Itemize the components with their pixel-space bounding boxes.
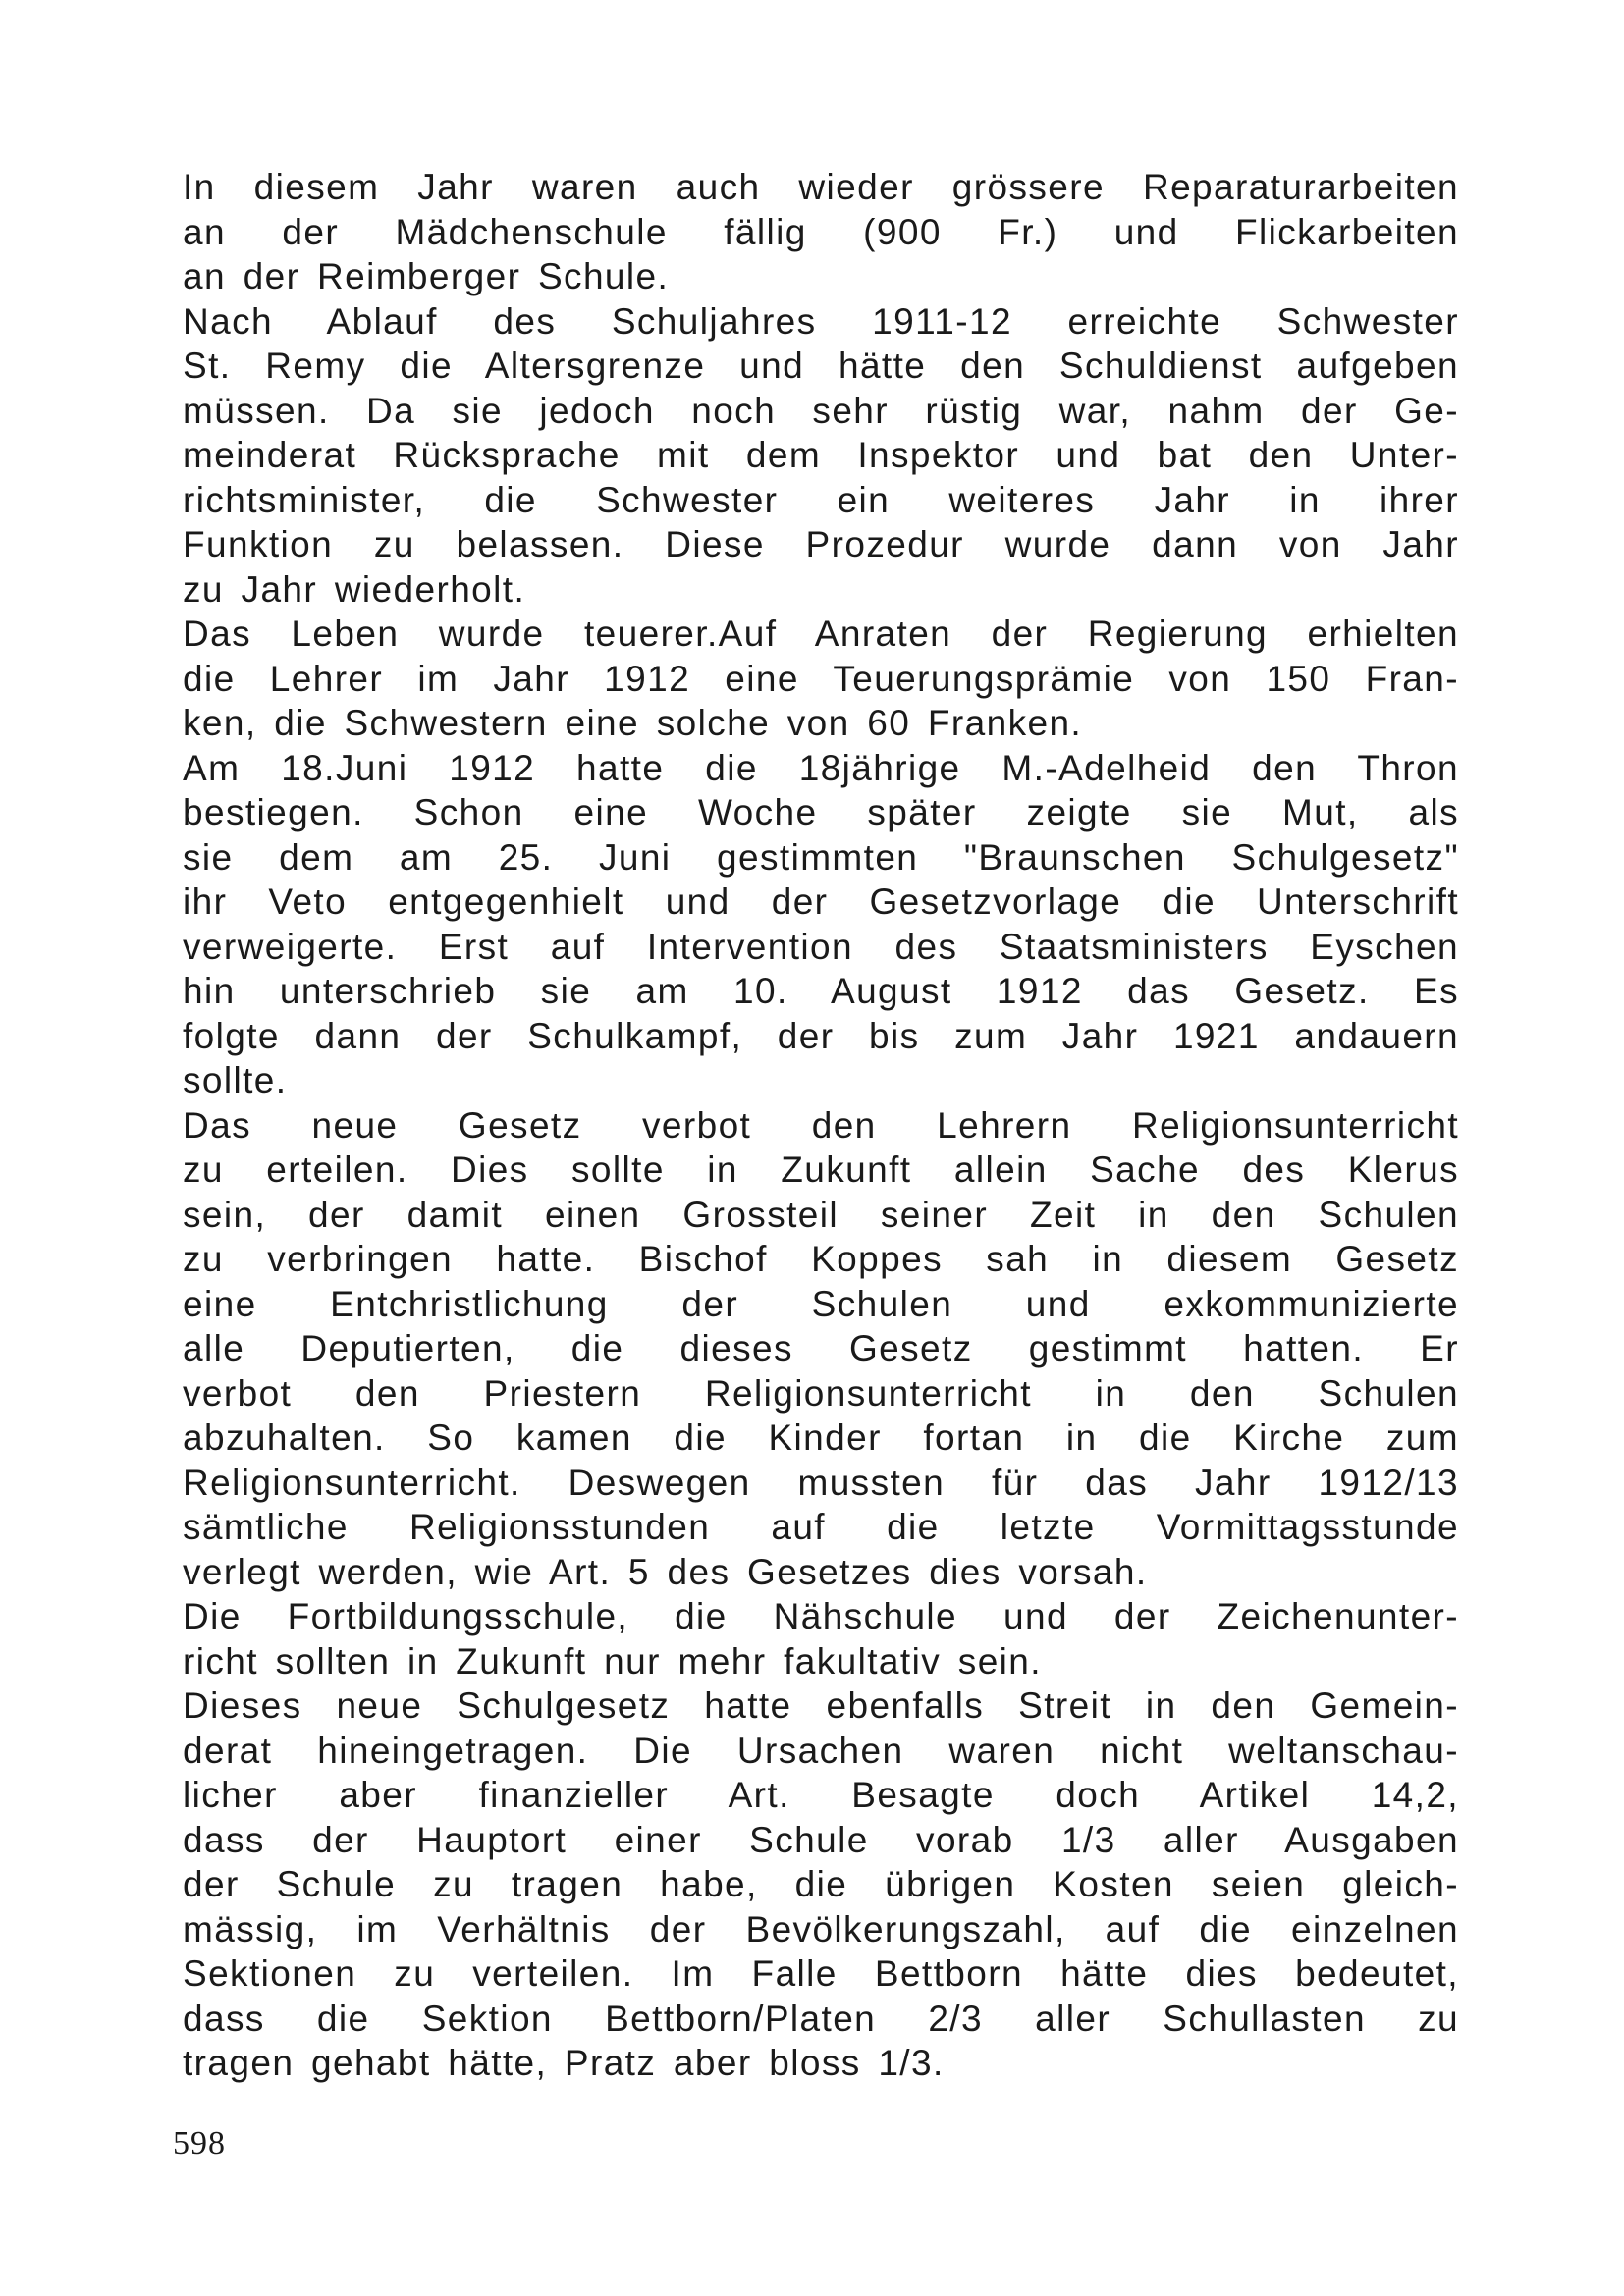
text-line: Das neue Gesetz verbot den Lehrern Religionsunterricht [183,1104,1459,1146]
text-line: ken, die Schwestern eine solche von 60 Franken. [183,703,1083,743]
paragraph [183,1594,1459,1683]
text-line: meinderat Rücksprache mit dem Inspektor und bat den Unter- [183,435,1459,475]
text-line: der Schule zu tragen habe, die übrigen Kosten seien gleich- [183,1864,1459,1904]
text-line: Nach Ablauf des Schuljahres 1911-12 erreichte Schwester [183,300,1459,342]
text-line: tragen gehabt hätte, Pratz aber bloss 1/3. [183,2043,945,2083]
page-body [183,165,1459,2086]
page-number: 598 [173,2125,226,2162]
text-line: zu Jahr wiederholt. [183,568,526,610]
text-line: sein, der damit einen Grossteil seiner Zeit in den Schulen [183,1194,1459,1235]
text-line: verbot den Priestern Religionsunterricht in den Schulen [183,1372,1459,1414]
text-line: St. Remy die Altersgrenze und hätte den Schuldienst aufgeben [183,346,1459,386]
text-line: Am 18.Juni 1912 hatte die 18jährige M.-Adelheid den Thron [183,747,1459,788]
text-line: Sektionen zu verteilen. Im Falle Bettborn hätte dies bedeutet, [183,1953,1459,1994]
text-line: licher aber finanzieller Art. Besagte doch Artikel 14,2, [183,1775,1459,1815]
text-line: In diesem Jahr waren auch wieder grössere Reparaturarbeiten [183,167,1459,207]
text-line: Das Leben wurde teuerer.Auf Anraten der Regierung erhielten [183,614,1459,654]
paragraph [183,1683,1459,2086]
paragraph [183,1103,1459,1595]
text-line: derat hineingetragen. Die Ursachen waren nicht weltanschau- [183,1730,1459,1771]
text-line: an der Mädchenschule fällig (900 Fr.) und Flickarbeiten [183,211,1459,252]
text-line: zu verbringen hatte. Bischof Koppes sah in diesem Gesetz [183,1239,1459,1279]
text-line: sämtliche Religionsstunden auf die letzte Vormittagsstunde [183,1507,1459,1547]
text-line: richtsminister, die Schwester ein weiteres Jahr in ihrer [183,479,1459,520]
text-line: Dieses neue Schulgesetz hatte ebenfalls Streit in den Gemein- [183,1685,1459,1726]
text-line: Die Fortbildungsschule, die Nähschule und der Zeichenunter- [183,1596,1459,1636]
paragraph [183,165,1459,299]
text-line: eine Entchristlichung der Schulen und exkommunizierte [183,1283,1459,1324]
text-line: zu erteilen. Dies sollte in Zukunft allein Sache des Klerus [183,1149,1459,1190]
text-line: die Lehrer im Jahr 1912 eine Teuerungsprämie von 150 Fran- [183,658,1459,699]
text-line: dass der Hauptort einer Schule vorab 1/3 aller Ausgaben [183,1819,1459,1860]
text-line: alle Deputierten, die dieses Gesetz gestimmt hatten. Er [183,1328,1459,1368]
text-line: bestiegen. Schon eine Woche später zeigte sie Mut, als [183,792,1459,832]
text-line: müssen. Da sie jedoch noch sehr rüstig war, nahm der Ge- [183,390,1459,431]
text-line: verlegt werden, wie Art. 5 des Gesetzes dies vorsah. [183,1551,1148,1592]
text-line: Religionsunterricht. Deswegen mussten für das Jahr 1912/13 [183,1462,1459,1503]
text-line: mässig, im Verhältnis der Bevölkerungszahl, auf die einzelnen [183,1908,1459,1949]
text-line: richt sollten in Zukunft nur mehr fakultativ sein. [183,1640,1042,1682]
text-line: folgte dann der Schulkampf, der bis zum Jahr 1921 andauern [183,1015,1459,1056]
text-line: Funktion zu belassen. Diese Prozedur wurde dann von Jahr [183,524,1459,564]
paragraph [183,746,1459,1103]
text-line: sie dem am 25. Juni gestimmten "Braunschen Schulgesetz" [183,836,1459,878]
paragraph [183,299,1459,613]
text-line: abzuhalten. So kamen die Kinder fortan in die Kirche zum [183,1417,1459,1458]
text-line: an der Reimberger Schule. [183,256,670,296]
text-line: sollte. [183,1060,288,1100]
text-line: hin unterschrieb sie am 10. August 1912 das Gesetz. Es [183,971,1459,1011]
paragraph [183,612,1459,746]
text-line: verweigerte. Erst auf Intervention des Staatsministers Eyschen [183,926,1459,967]
text-line: dass die Sektion Bettborn/Platen 2/3 aller Schullasten zu [183,1998,1459,2039]
text-line: ihr Veto entgegenhielt und der Gesetzvorlage die Unterschrift [183,881,1459,922]
